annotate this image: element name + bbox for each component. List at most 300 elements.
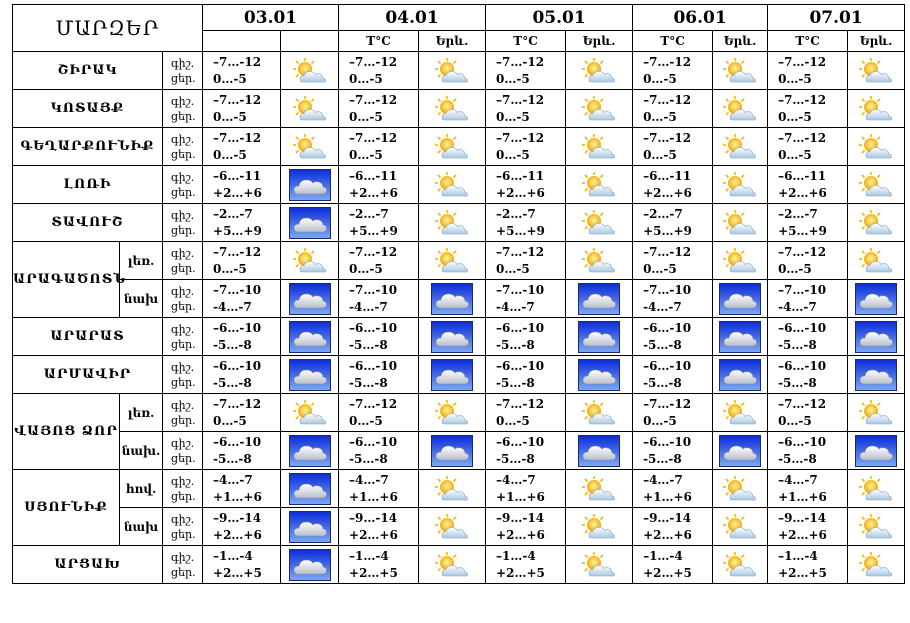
night-label: գիշ. (171, 360, 195, 374)
sun-cloud-icon (581, 212, 617, 231)
cloudy-icon (431, 364, 473, 383)
sun-cloud-icon (581, 171, 617, 199)
sun-cloud-icon (858, 478, 894, 497)
temperature-cell (768, 280, 848, 318)
day-temp: +2…+6 (778, 185, 827, 200)
cloudy-icon (719, 321, 761, 353)
temperature-cell (633, 546, 713, 584)
temperature-cell (203, 90, 281, 128)
temperature-cell (203, 318, 281, 356)
sun-cloud-icon (434, 402, 470, 421)
day-temp: +2…+6 (349, 185, 398, 200)
night-temp: –7…-12 (496, 244, 545, 259)
night-temp: –6…-11 (643, 168, 692, 183)
day-temp: -5…-8 (643, 375, 682, 390)
region-row (13, 470, 905, 508)
sun-cloud-icon (581, 513, 617, 541)
temperature-cell (486, 432, 566, 470)
weather-cell (713, 470, 768, 508)
sun-cloud-icon (292, 60, 328, 79)
weather-cell (281, 242, 339, 280)
temperature-cell (339, 508, 419, 546)
night-temp: –4…-7 (778, 472, 818, 487)
cloudy-icon (289, 554, 331, 573)
temperature-cell (486, 242, 566, 280)
phenomena-header: Երև. (419, 31, 486, 52)
region-row (13, 90, 905, 128)
sun-cloud-icon (722, 402, 758, 421)
region-name: ԱՐԱՐԱՏ (13, 318, 163, 356)
day-temp: +2…+5 (349, 565, 398, 580)
region-row (13, 546, 905, 584)
weather-cell (419, 470, 486, 508)
temperature-cell (339, 546, 419, 584)
cloudy-icon (719, 359, 761, 391)
weather-cell (713, 90, 768, 128)
subregion-name: հով. (120, 470, 163, 508)
weather-cell (281, 128, 339, 166)
weather-cell (281, 204, 339, 242)
cloudy-icon (855, 321, 897, 353)
cloudy-icon (578, 364, 620, 383)
weather-cell (419, 280, 486, 318)
night-temp: –1…-4 (349, 548, 389, 563)
cloudy-icon (719, 440, 761, 459)
temperature-cell (339, 470, 419, 508)
night-temp: –7…-12 (778, 92, 827, 107)
night-temp: –6…-11 (213, 168, 262, 183)
weather-cell (566, 508, 633, 546)
night-temp: –7…-12 (213, 54, 262, 69)
temperature-cell (339, 52, 419, 90)
temperature-cell (633, 166, 713, 204)
region-name: ՏԱՎՈՒՇ (13, 204, 163, 242)
night-temp: –2…-7 (778, 206, 818, 221)
temperature-cell (339, 432, 419, 470)
cloudy-icon (289, 283, 331, 315)
temperature-cell (768, 166, 848, 204)
night-temp: –9…-14 (778, 510, 827, 525)
sun-cloud-icon (434, 136, 470, 155)
temperature-cell (486, 508, 566, 546)
night-label: գիշ. (171, 132, 195, 146)
night-temp: –9…-14 (213, 510, 262, 525)
sun-cloud-icon (722, 478, 758, 497)
sun-cloud-icon (581, 402, 617, 421)
day-temp: +2…+5 (643, 565, 692, 580)
time-of-day-labels (163, 90, 203, 128)
temperature-cell (633, 280, 713, 318)
night-temp: –7…-10 (349, 282, 398, 297)
phenomena-header: Երև. (848, 31, 905, 52)
weather-cell (848, 546, 905, 584)
cloudy-icon (855, 288, 897, 307)
weather-cell (281, 356, 339, 394)
weather-cell (848, 318, 905, 356)
sun-cloud-icon (434, 399, 470, 427)
temperature-cell (203, 204, 281, 242)
night-temp: –7…-12 (778, 396, 827, 411)
time-of-day-labels (163, 242, 203, 280)
temperature-cell (633, 508, 713, 546)
day-temp: 0…-5 (349, 71, 383, 86)
night-label: գիշ. (171, 398, 195, 412)
sun-cloud-icon (722, 95, 758, 123)
day-temp: 0…-5 (496, 261, 530, 276)
day-label: ցեր. (171, 109, 196, 123)
day-temp: 0…-5 (213, 413, 247, 428)
day-temp: 0…-5 (496, 413, 530, 428)
region-row (13, 394, 905, 432)
cloudy-icon (578, 288, 620, 307)
subregion-name: լեռ. (120, 394, 163, 432)
time-of-day-labels (163, 432, 203, 470)
time-of-day-labels (163, 52, 203, 90)
sun-cloud-icon (434, 478, 470, 497)
weather-cell (281, 432, 339, 470)
weather-cell (713, 52, 768, 90)
temperature-cell (633, 128, 713, 166)
region-row (13, 242, 905, 280)
temperature-cell (203, 166, 281, 204)
sun-cloud-icon (434, 98, 470, 117)
day-temp: -5…-8 (496, 451, 535, 466)
temperature-cell (633, 394, 713, 432)
temperature-cell (768, 90, 848, 128)
weather-cell (419, 394, 486, 432)
night-temp: –7…-12 (213, 92, 262, 107)
day-temp: -5…-8 (349, 337, 388, 352)
day-temp: 0…-5 (213, 147, 247, 162)
night-label: գիշ. (171, 436, 195, 450)
weather-cell (566, 394, 633, 432)
time-of-day-labels (163, 470, 203, 508)
sun-cloud-icon (434, 174, 470, 193)
temp-unit-header: T°C (633, 31, 713, 52)
sun-cloud-icon (858, 554, 894, 573)
sun-cloud-icon (858, 95, 894, 123)
sun-cloud-icon (858, 136, 894, 155)
day-temp: 0…-5 (213, 109, 247, 124)
weather-cell (419, 432, 486, 470)
sun-cloud-icon (292, 95, 328, 123)
cloudy-icon (289, 549, 331, 581)
day-label: ցեր. (171, 71, 196, 85)
temperature-cell (486, 470, 566, 508)
night-temp: –7…-12 (213, 396, 262, 411)
weather-cell (713, 432, 768, 470)
weather-cell (848, 166, 905, 204)
sun-cloud-icon (292, 250, 328, 269)
temperature-cell (768, 318, 848, 356)
day-label: ցեր. (171, 489, 196, 503)
weather-cell (848, 242, 905, 280)
night-temp: –7…-12 (643, 396, 692, 411)
sun-cloud-icon (858, 475, 894, 503)
day-temp: 0…-5 (643, 413, 677, 428)
day-temp: +2…+6 (643, 185, 692, 200)
temperature-cell (203, 546, 281, 584)
day-temp: 0…-5 (213, 71, 247, 86)
weather-cell (281, 470, 339, 508)
weather-cell (281, 280, 339, 318)
cloudy-icon (855, 435, 897, 467)
region-name: ԱՐՑԱԽ (13, 546, 163, 584)
night-temp: –7…-12 (496, 396, 545, 411)
sun-cloud-icon (722, 551, 758, 579)
night-temp: –7…-12 (778, 244, 827, 259)
cloudy-icon (289, 516, 331, 535)
sun-cloud-icon (292, 98, 328, 117)
day-temp: 0…-5 (496, 71, 530, 86)
weather-cell (419, 356, 486, 394)
weather-cell (419, 508, 486, 546)
cloudy-icon (289, 478, 331, 497)
weather-cell (566, 166, 633, 204)
sun-cloud-icon (858, 551, 894, 579)
day-temp: 0…-5 (778, 71, 812, 86)
sun-cloud-icon (858, 402, 894, 421)
weather-cell (419, 546, 486, 584)
day-temp: 0…-5 (349, 413, 383, 428)
weather-cell (281, 546, 339, 584)
day-label: ցեր. (171, 565, 196, 579)
day-temp: 0…-5 (496, 109, 530, 124)
night-temp: –4…-7 (349, 472, 389, 487)
day-temp: +2…+6 (349, 527, 398, 542)
night-temp: –9…-14 (643, 510, 692, 525)
sun-cloud-icon (581, 133, 617, 161)
day-label: ցեր. (171, 451, 196, 465)
night-temp: –7…-10 (778, 282, 827, 297)
night-temp: –7…-10 (643, 282, 692, 297)
weather-cell (566, 90, 633, 128)
sun-cloud-icon (722, 247, 758, 275)
cloudy-icon (855, 440, 897, 459)
night-temp: –7…-12 (349, 130, 398, 145)
sun-cloud-icon (581, 516, 617, 535)
weather-cell (848, 432, 905, 470)
time-of-day-labels (163, 166, 203, 204)
weather-cell (566, 280, 633, 318)
night-label: գիշ. (171, 322, 195, 336)
weather-cell (566, 356, 633, 394)
weather-cell (419, 166, 486, 204)
sun-cloud-icon (858, 250, 894, 269)
weather-cell (848, 356, 905, 394)
day-temp: +2…+5 (213, 565, 262, 580)
day-temp: 0…-5 (213, 261, 247, 276)
night-temp: –6…-10 (349, 434, 398, 449)
day-label: ցեր. (171, 375, 196, 389)
night-temp: –6…-10 (643, 320, 692, 335)
night-temp: –7…-12 (496, 130, 545, 145)
temperature-cell (633, 204, 713, 242)
temperature-cell (768, 546, 848, 584)
temperature-cell (203, 52, 281, 90)
day-temp: 0…-5 (349, 261, 383, 276)
date-header: 03.01 (203, 5, 339, 31)
temperature-cell (203, 356, 281, 394)
weather-cell (713, 546, 768, 584)
temperature-cell (768, 356, 848, 394)
sun-cloud-icon (858, 247, 894, 275)
day-temp: -4…-7 (349, 299, 388, 314)
night-temp: –4…-7 (643, 472, 683, 487)
temperature-cell (339, 90, 419, 128)
night-temp: –6…-10 (496, 358, 545, 373)
temperature-cell (339, 280, 419, 318)
sun-cloud-icon (858, 171, 894, 199)
sun-cloud-icon (434, 513, 470, 541)
sun-cloud-icon (581, 57, 617, 85)
region-column-header: ՄԱՐԶԵՐ (13, 5, 203, 52)
cloudy-icon (289, 511, 331, 543)
day-temp: +2…+6 (213, 527, 262, 542)
sun-cloud-icon (581, 475, 617, 503)
time-of-day-labels (163, 356, 203, 394)
temperature-cell (633, 470, 713, 508)
night-temp: –2…-7 (496, 206, 536, 221)
sun-cloud-icon (292, 133, 328, 161)
sun-cloud-icon (581, 554, 617, 573)
subregion-name: նախ (120, 280, 163, 318)
night-temp: –1…-4 (778, 548, 818, 563)
day-label: ցեր. (171, 413, 196, 427)
cloudy-icon (289, 359, 331, 391)
region-row (13, 204, 905, 242)
night-temp: –7…-10 (213, 282, 262, 297)
forecast-table (12, 4, 905, 584)
cloudy-icon (431, 359, 473, 391)
night-temp: –1…-4 (643, 548, 683, 563)
day-temp: -5…-8 (778, 375, 817, 390)
temperature-cell (486, 52, 566, 90)
region-name: ԼՈՌԻ (13, 166, 163, 204)
day-temp: -4…-7 (778, 299, 817, 314)
temp-unit-header: T°C (768, 31, 848, 52)
night-temp: –4…-7 (213, 472, 253, 487)
day-temp: +5…+9 (643, 223, 692, 238)
temperature-cell (203, 242, 281, 280)
day-temp: +2…+5 (496, 565, 545, 580)
time-of-day-labels (163, 394, 203, 432)
weather-cell (848, 90, 905, 128)
temperature-cell (633, 356, 713, 394)
night-temp: –6…-10 (778, 358, 827, 373)
night-temp: –2…-7 (349, 206, 389, 221)
weather-cell (848, 128, 905, 166)
night-label: գիշ. (171, 474, 195, 488)
sun-cloud-icon (434, 133, 470, 161)
weather-cell (566, 204, 633, 242)
temperature-cell (633, 52, 713, 90)
day-temp: 0…-5 (778, 147, 812, 162)
temperature-cell (339, 128, 419, 166)
temperature-cell (768, 470, 848, 508)
night-temp: –7…-12 (643, 92, 692, 107)
weather-cell (566, 242, 633, 280)
day-temp: +2…+6 (213, 185, 262, 200)
temperature-cell (486, 394, 566, 432)
night-temp: –7…-12 (778, 54, 827, 69)
cloudy-icon (855, 364, 897, 383)
region-name: ԿՈՏԱՅՔ (13, 90, 163, 128)
cloudy-icon (289, 169, 331, 201)
night-temp: –1…-4 (496, 548, 536, 563)
day-temp: +2…+6 (496, 527, 545, 542)
subregion-name: լեռ. (120, 242, 163, 280)
region-name: ՍՅՈՒՆԻՔ (13, 470, 120, 546)
subregion-name: նախ. (120, 432, 163, 470)
weather-cell (848, 470, 905, 508)
weather-cell (419, 52, 486, 90)
day-temp: -4…-7 (213, 299, 252, 314)
cloudy-icon (719, 435, 761, 467)
day-temp: +1…+6 (778, 489, 827, 504)
cloudy-icon (719, 364, 761, 383)
temperature-cell (768, 52, 848, 90)
sun-cloud-icon (292, 402, 328, 421)
temperature-cell (633, 318, 713, 356)
day-temp: +2…+6 (496, 185, 545, 200)
night-label: գիշ. (171, 56, 195, 70)
day-temp: -5…-8 (778, 451, 817, 466)
empty-unit-cell (203, 31, 281, 52)
date-header: 05.01 (486, 5, 633, 31)
night-temp: –6…-10 (213, 320, 262, 335)
sun-cloud-icon (434, 209, 470, 237)
region-row (13, 280, 905, 318)
weather-cell (713, 356, 768, 394)
day-temp: +2…+6 (643, 527, 692, 542)
weather-cell (713, 128, 768, 166)
weather-cell (566, 432, 633, 470)
sun-cloud-icon (434, 57, 470, 85)
sun-cloud-icon (434, 250, 470, 269)
day-label: ցեր. (171, 147, 196, 161)
sun-cloud-icon (292, 247, 328, 275)
temp-unit-header: T°C (339, 31, 419, 52)
weather-cell (848, 204, 905, 242)
cloudy-icon (431, 326, 473, 345)
sun-cloud-icon (434, 247, 470, 275)
region-name: ԱՐԱԳԱԾՈՏՆ (13, 242, 120, 318)
weather-cell (848, 508, 905, 546)
cloudy-icon (578, 321, 620, 353)
weather-cell (281, 90, 339, 128)
cloudy-icon (431, 435, 473, 467)
weather-cell (281, 166, 339, 204)
day-temp: 0…-5 (778, 109, 812, 124)
cloudy-icon (719, 326, 761, 345)
sun-cloud-icon (858, 399, 894, 427)
temperature-cell (633, 432, 713, 470)
region-row (13, 508, 905, 546)
temperature-cell (768, 204, 848, 242)
night-temp: –1…-4 (213, 548, 253, 563)
sun-cloud-icon (581, 551, 617, 579)
temperature-cell (203, 432, 281, 470)
sun-cloud-icon (858, 513, 894, 541)
night-temp: –6…-10 (778, 320, 827, 335)
day-label: ցեր. (171, 185, 196, 199)
weather-cell (281, 318, 339, 356)
day-temp: -5…-8 (778, 337, 817, 352)
cloudy-icon (719, 283, 761, 315)
weather-cell (713, 242, 768, 280)
cloudy-icon (289, 207, 331, 239)
